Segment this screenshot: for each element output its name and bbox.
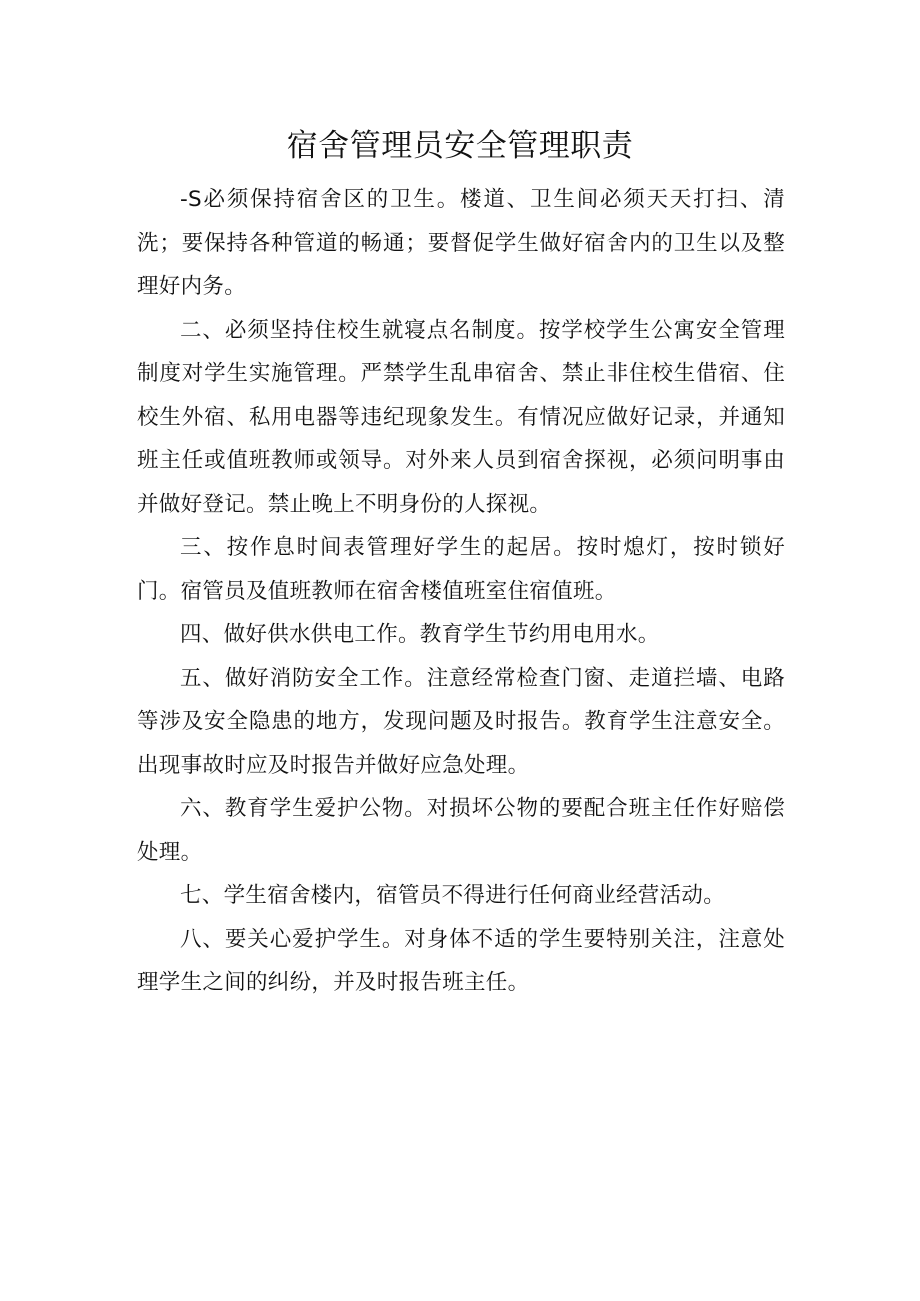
- document-title: 宿舍管理员安全管理职责: [286, 128, 634, 164]
- paragraph-8: 八、要关心爱护学生。对身体不适的学生要特别关注，注意处理学生之间的纠纷，并及时报告班主任。: [137, 926, 785, 995]
- paragraph-2: 二、必须坚持住校生就寝点名制度。按学校学生公寓安全管理制度对学生实施管理。严禁学生乱串宿舍、禁止非住校生借宿、住校生外宿、私用电器等违纪现象发生。有情况应做好记录，并通知班主任或值班教师或领导。对外来人员到宿舍探视，必须问明事由并做好登记。禁止晚上不明身份的人探视。: [137, 317, 785, 517]
- paragraph-1: -S必须保持宿舍区的卫生。楼道、卫生间必须天天打扫、清洗；要保持各种管道的畅通；要督促学生做好宿舍内的卫生以及整理好内务。: [137, 187, 785, 299]
- paragraph-6: 六、教育学生爱护公物。对损坏公物的要配合班主任作好赔偿处理。: [137, 796, 785, 865]
- document-body: [137, 178, 785, 1005]
- paragraph-7: 七、学生宿舍楼内，宿管员不得进行任何商业经营活动。: [180, 883, 726, 908]
- paragraph-5: 五、做好消防安全工作。注意经常检查门窗、走道拦墙、电路等涉及安全隐患的地方，发现问题及时报告。教育学生注意安全。出现事故时应及时报告并做好应急处理。: [137, 665, 785, 778]
- paragraph-3: 三、按作息时间表管理好学生的起居。按时熄灯，按时锁好门。宿管员及值班教师在宿舍楼值班室住宿值班。: [137, 535, 785, 604]
- paragraph-4: 四、做好供水供电工作。教育学生节约用电用水。: [180, 622, 660, 647]
